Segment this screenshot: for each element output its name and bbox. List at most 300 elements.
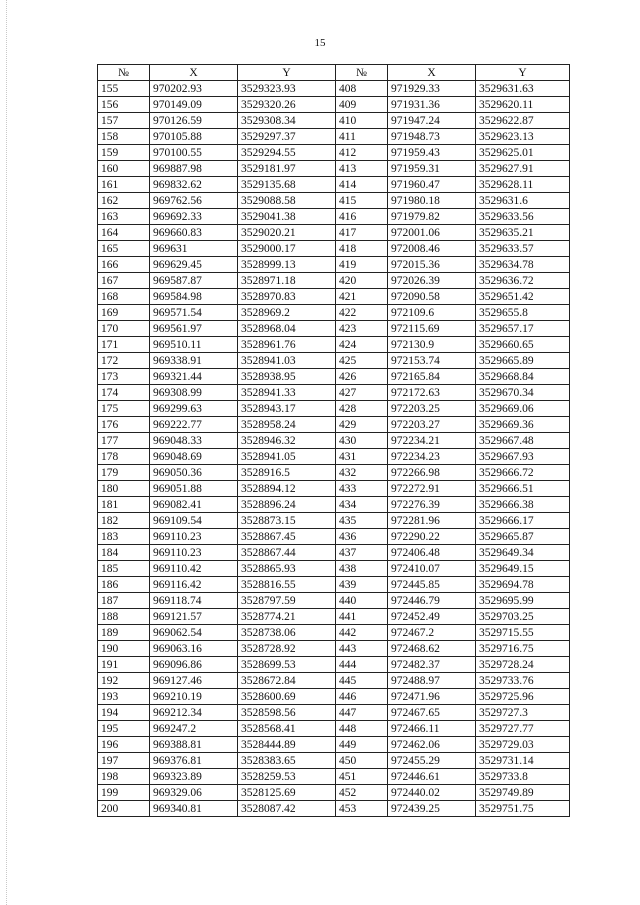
y-coordinate-left: 3528894.12 xyxy=(238,481,336,497)
point-number-right: 410 xyxy=(336,113,388,129)
table-row xyxy=(98,321,570,337)
y-coordinate-left: 3529294.55 xyxy=(238,145,336,161)
point-number-left: 190 xyxy=(98,641,150,657)
x-coordinate-left: 969388.81 xyxy=(150,737,238,753)
point-number-right: 418 xyxy=(336,241,388,257)
x-coordinate-right: 972234.23 xyxy=(388,449,476,465)
x-coordinate-left: 969329.06 xyxy=(150,785,238,801)
x-coordinate-right: 972165.84 xyxy=(388,369,476,385)
x-coordinate-left: 969121.57 xyxy=(150,609,238,625)
y-coordinate-left: 3529308.34 xyxy=(238,113,336,129)
point-number-right: 420 xyxy=(336,273,388,289)
table-row xyxy=(98,657,570,673)
point-number-left: 168 xyxy=(98,289,150,305)
x-coordinate-left: 969299.63 xyxy=(150,401,238,417)
x-coordinate-left: 969660.83 xyxy=(150,225,238,241)
x-coordinate-right: 971979.82 xyxy=(388,209,476,225)
header-number-right: № xyxy=(336,65,388,81)
point-number-left: 172 xyxy=(98,353,150,369)
point-number-left: 179 xyxy=(98,465,150,481)
x-coordinate-left: 969247.2 xyxy=(150,721,238,737)
y-coordinate-left: 3529181.97 xyxy=(238,161,336,177)
y-coordinate-right: 3529666.38 xyxy=(476,497,570,513)
y-coordinate-left: 3528958.24 xyxy=(238,417,336,433)
x-coordinate-left: 969210.19 xyxy=(150,689,238,705)
table-row xyxy=(98,529,570,545)
y-coordinate-right: 3529695.99 xyxy=(476,593,570,609)
y-coordinate-left: 3528946.32 xyxy=(238,433,336,449)
x-coordinate-left: 969631 xyxy=(150,241,238,257)
point-number-right: 424 xyxy=(336,337,388,353)
x-coordinate-left: 969308.99 xyxy=(150,385,238,401)
y-coordinate-right: 3529631.63 xyxy=(476,81,570,97)
point-number-left: 174 xyxy=(98,385,150,401)
point-number-left: 164 xyxy=(98,225,150,241)
point-number-left: 176 xyxy=(98,417,150,433)
table-row xyxy=(98,609,570,625)
x-coordinate-right: 972467.2 xyxy=(388,625,476,641)
point-number-right: 422 xyxy=(336,305,388,321)
point-number-right: 452 xyxy=(336,785,388,801)
x-coordinate-left: 970202.93 xyxy=(150,81,238,97)
point-number-right: 446 xyxy=(336,689,388,705)
header-x-right: X xyxy=(388,65,476,81)
point-number-left: 171 xyxy=(98,337,150,353)
x-coordinate-right: 972001.06 xyxy=(388,225,476,241)
point-number-right: 439 xyxy=(336,577,388,593)
point-number-left: 169 xyxy=(98,305,150,321)
point-number-left: 196 xyxy=(98,737,150,753)
y-coordinate-left: 3528125.69 xyxy=(238,785,336,801)
point-number-left: 161 xyxy=(98,177,150,193)
point-number-left: 198 xyxy=(98,769,150,785)
table-row xyxy=(98,209,570,225)
table-row xyxy=(98,689,570,705)
point-number-right: 415 xyxy=(336,193,388,209)
point-number-left: 180 xyxy=(98,481,150,497)
point-number-right: 441 xyxy=(336,609,388,625)
x-coordinate-right: 972172.63 xyxy=(388,385,476,401)
y-coordinate-right: 3529716.75 xyxy=(476,641,570,657)
table-row xyxy=(98,161,570,177)
x-coordinate-left: 969110.23 xyxy=(150,545,238,561)
y-coordinate-left: 3528938.95 xyxy=(238,369,336,385)
x-coordinate-left: 969109.54 xyxy=(150,513,238,529)
y-coordinate-left: 3528797.59 xyxy=(238,593,336,609)
x-coordinate-left: 969561.97 xyxy=(150,321,238,337)
y-coordinate-right: 3529669.36 xyxy=(476,417,570,433)
x-coordinate-left: 970149.09 xyxy=(150,97,238,113)
x-coordinate-left: 969051.88 xyxy=(150,481,238,497)
y-coordinate-right: 3529727.77 xyxy=(476,721,570,737)
y-coordinate-right: 3529729.03 xyxy=(476,737,570,753)
x-coordinate-left: 969376.81 xyxy=(150,753,238,769)
y-coordinate-left: 3528598.56 xyxy=(238,705,336,721)
y-coordinate-left: 3529323.93 xyxy=(238,81,336,97)
y-coordinate-right: 3529751.75 xyxy=(476,801,570,817)
point-number-right: 409 xyxy=(336,97,388,113)
point-number-right: 429 xyxy=(336,417,388,433)
y-coordinate-left: 3528961.76 xyxy=(238,337,336,353)
point-number-right: 416 xyxy=(336,209,388,225)
x-coordinate-right: 972090.58 xyxy=(388,289,476,305)
header-number-left: № xyxy=(98,65,150,81)
point-number-right: 438 xyxy=(336,561,388,577)
table-row xyxy=(98,801,570,817)
y-coordinate-left: 3528968.04 xyxy=(238,321,336,337)
x-coordinate-right: 972467.65 xyxy=(388,705,476,721)
y-coordinate-right: 3529731.14 xyxy=(476,753,570,769)
point-number-right: 447 xyxy=(336,705,388,721)
x-coordinate-right: 972466.11 xyxy=(388,721,476,737)
x-coordinate-right: 972452.49 xyxy=(388,609,476,625)
point-number-right: 444 xyxy=(336,657,388,673)
x-coordinate-right: 972471.96 xyxy=(388,689,476,705)
point-number-right: 435 xyxy=(336,513,388,529)
point-number-right: 432 xyxy=(336,465,388,481)
x-coordinate-right: 972153.74 xyxy=(388,353,476,369)
point-number-right: 411 xyxy=(336,129,388,145)
table-body xyxy=(98,81,570,817)
y-coordinate-left: 3528672.84 xyxy=(238,673,336,689)
y-coordinate-right: 3529703.25 xyxy=(476,609,570,625)
point-number-right: 425 xyxy=(336,353,388,369)
table-row xyxy=(98,545,570,561)
point-number-right: 443 xyxy=(336,641,388,657)
y-coordinate-right: 3529620.11 xyxy=(476,97,570,113)
point-number-left: 192 xyxy=(98,673,150,689)
point-number-right: 408 xyxy=(336,81,388,97)
point-number-right: 431 xyxy=(336,449,388,465)
y-coordinate-right: 3529733.76 xyxy=(476,673,570,689)
x-coordinate-left: 970126.59 xyxy=(150,113,238,129)
x-coordinate-right: 972234.21 xyxy=(388,433,476,449)
point-number-right: 428 xyxy=(336,401,388,417)
x-coordinate-left: 969110.42 xyxy=(150,561,238,577)
y-coordinate-left: 3528867.45 xyxy=(238,529,336,545)
header-y-left: Y xyxy=(238,65,336,81)
x-coordinate-right: 972203.25 xyxy=(388,401,476,417)
x-coordinate-left: 970105.88 xyxy=(150,129,238,145)
table-row xyxy=(98,177,570,193)
y-coordinate-left: 3528774.21 xyxy=(238,609,336,625)
header-y-right: Y xyxy=(476,65,570,81)
x-coordinate-right: 972455.29 xyxy=(388,753,476,769)
y-coordinate-right: 3529727.3 xyxy=(476,705,570,721)
table-row xyxy=(98,417,570,433)
point-number-right: 417 xyxy=(336,225,388,241)
point-number-left: 184 xyxy=(98,545,150,561)
point-number-right: 437 xyxy=(336,545,388,561)
point-number-left: 175 xyxy=(98,401,150,417)
x-coordinate-right: 972015.36 xyxy=(388,257,476,273)
table-row xyxy=(98,561,570,577)
y-coordinate-right: 3529622.87 xyxy=(476,113,570,129)
page-number: 15 xyxy=(314,37,326,49)
y-coordinate-right: 3529694.78 xyxy=(476,577,570,593)
x-coordinate-left: 969323.89 xyxy=(150,769,238,785)
x-coordinate-left: 969048.33 xyxy=(150,433,238,449)
point-number-left: 166 xyxy=(98,257,150,273)
table-row xyxy=(98,641,570,657)
y-coordinate-left: 3529041.38 xyxy=(238,209,336,225)
point-number-left: 194 xyxy=(98,705,150,721)
point-number-right: 434 xyxy=(336,497,388,513)
x-coordinate-left: 969048.69 xyxy=(150,449,238,465)
y-coordinate-left: 3528699.53 xyxy=(238,657,336,673)
x-coordinate-right: 972445.85 xyxy=(388,577,476,593)
x-coordinate-left: 969062.54 xyxy=(150,625,238,641)
point-number-right: 451 xyxy=(336,769,388,785)
point-number-left: 160 xyxy=(98,161,150,177)
x-coordinate-left: 969692.33 xyxy=(150,209,238,225)
y-coordinate-left: 3528971.18 xyxy=(238,273,336,289)
point-number-left: 165 xyxy=(98,241,150,257)
y-coordinate-left: 3529088.58 xyxy=(238,193,336,209)
y-coordinate-right: 3529628.11 xyxy=(476,177,570,193)
point-number-left: 183 xyxy=(98,529,150,545)
point-number-left: 178 xyxy=(98,449,150,465)
y-coordinate-right: 3529633.57 xyxy=(476,241,570,257)
y-coordinate-right: 3529666.17 xyxy=(476,513,570,529)
x-coordinate-right: 972276.39 xyxy=(388,497,476,513)
table-row xyxy=(98,721,570,737)
y-coordinate-right: 3529660.65 xyxy=(476,337,570,353)
x-coordinate-right: 972272.91 xyxy=(388,481,476,497)
x-coordinate-right: 971980.18 xyxy=(388,193,476,209)
x-coordinate-left: 969116.42 xyxy=(150,577,238,593)
y-coordinate-left: 3528383.65 xyxy=(238,753,336,769)
y-coordinate-right: 3529668.84 xyxy=(476,369,570,385)
y-coordinate-right: 3529625.01 xyxy=(476,145,570,161)
point-number-right: 442 xyxy=(336,625,388,641)
y-coordinate-left: 3529000.17 xyxy=(238,241,336,257)
point-number-right: 453 xyxy=(336,801,388,817)
x-coordinate-right: 972203.27 xyxy=(388,417,476,433)
y-coordinate-left: 3529135.68 xyxy=(238,177,336,193)
table-row xyxy=(98,705,570,721)
point-number-left: 188 xyxy=(98,609,150,625)
y-coordinate-right: 3529649.34 xyxy=(476,545,570,561)
point-number-left: 185 xyxy=(98,561,150,577)
point-number-left: 158 xyxy=(98,129,150,145)
table-row xyxy=(98,577,570,593)
x-coordinate-left: 969082.41 xyxy=(150,497,238,513)
y-coordinate-right: 3529627.91 xyxy=(476,161,570,177)
point-number-left: 199 xyxy=(98,785,150,801)
point-number-right: 412 xyxy=(336,145,388,161)
y-coordinate-right: 3529715.55 xyxy=(476,625,570,641)
x-coordinate-left: 969222.77 xyxy=(150,417,238,433)
x-coordinate-left: 969510.11 xyxy=(150,337,238,353)
x-coordinate-left: 969629.45 xyxy=(150,257,238,273)
y-coordinate-right: 3529631.6 xyxy=(476,193,570,209)
table-row xyxy=(98,97,570,113)
y-coordinate-left: 3528941.03 xyxy=(238,353,336,369)
x-coordinate-right: 972488.97 xyxy=(388,673,476,689)
y-coordinate-right: 3529623.13 xyxy=(476,129,570,145)
point-number-left: 170 xyxy=(98,321,150,337)
point-number-right: 445 xyxy=(336,673,388,689)
x-coordinate-right: 971959.43 xyxy=(388,145,476,161)
table-row xyxy=(98,241,570,257)
table-row xyxy=(98,385,570,401)
table-row xyxy=(98,193,570,209)
x-coordinate-right: 972026.39 xyxy=(388,273,476,289)
x-coordinate-left: 969127.46 xyxy=(150,673,238,689)
x-coordinate-right: 971959.31 xyxy=(388,161,476,177)
x-coordinate-right: 972446.79 xyxy=(388,593,476,609)
table-row xyxy=(98,625,570,641)
x-coordinate-right: 972446.61 xyxy=(388,769,476,785)
point-number-left: 167 xyxy=(98,273,150,289)
x-coordinate-right: 971947.24 xyxy=(388,113,476,129)
table-row xyxy=(98,337,570,353)
y-coordinate-left: 3528816.55 xyxy=(238,577,336,593)
point-number-left: 181 xyxy=(98,497,150,513)
x-coordinate-left: 969887.98 xyxy=(150,161,238,177)
point-number-right: 430 xyxy=(336,433,388,449)
table-row xyxy=(98,497,570,513)
y-coordinate-left: 3528916.5 xyxy=(238,465,336,481)
point-number-right: 419 xyxy=(336,257,388,273)
point-number-right: 414 xyxy=(336,177,388,193)
y-coordinate-left: 3528865.93 xyxy=(238,561,336,577)
y-coordinate-right: 3529728.24 xyxy=(476,657,570,673)
table-row xyxy=(98,257,570,273)
y-coordinate-right: 3529634.78 xyxy=(476,257,570,273)
point-number-left: 159 xyxy=(98,145,150,161)
y-coordinate-right: 3529667.93 xyxy=(476,449,570,465)
point-number-right: 449 xyxy=(336,737,388,753)
x-coordinate-left: 969050.36 xyxy=(150,465,238,481)
x-coordinate-left: 969063.16 xyxy=(150,641,238,657)
x-coordinate-left: 969212.34 xyxy=(150,705,238,721)
x-coordinate-right: 971929.33 xyxy=(388,81,476,97)
x-coordinate-right: 972290.22 xyxy=(388,529,476,545)
table-row xyxy=(98,289,570,305)
y-coordinate-left: 3529297.37 xyxy=(238,129,336,145)
point-number-left: 187 xyxy=(98,593,150,609)
y-coordinate-left: 3528969.2 xyxy=(238,305,336,321)
y-coordinate-right: 3529667.48 xyxy=(476,433,570,449)
y-coordinate-left: 3528259.53 xyxy=(238,769,336,785)
x-coordinate-left: 969584.98 xyxy=(150,289,238,305)
y-coordinate-left: 3528941.33 xyxy=(238,385,336,401)
y-coordinate-left: 3528444.89 xyxy=(238,737,336,753)
point-number-right: 426 xyxy=(336,369,388,385)
x-coordinate-left: 969096.86 xyxy=(150,657,238,673)
x-coordinate-right: 972410.07 xyxy=(388,561,476,577)
y-coordinate-right: 3529666.51 xyxy=(476,481,570,497)
table-row xyxy=(98,129,570,145)
x-coordinate-right: 972008.46 xyxy=(388,241,476,257)
point-number-right: 448 xyxy=(336,721,388,737)
x-coordinate-left: 969110.23 xyxy=(150,529,238,545)
x-coordinate-right: 972115.69 xyxy=(388,321,476,337)
y-coordinate-right: 3529669.06 xyxy=(476,401,570,417)
x-coordinate-right: 971960.47 xyxy=(388,177,476,193)
y-coordinate-left: 3529320.26 xyxy=(238,97,336,113)
point-number-right: 433 xyxy=(336,481,388,497)
y-coordinate-right: 3529725.96 xyxy=(476,689,570,705)
y-coordinate-right: 3529665.89 xyxy=(476,353,570,369)
page-margin-line xyxy=(6,0,8,905)
y-coordinate-right: 3529655.8 xyxy=(476,305,570,321)
point-number-left: 200 xyxy=(98,801,150,817)
table-row xyxy=(98,353,570,369)
point-number-left: 163 xyxy=(98,209,150,225)
point-number-left: 156 xyxy=(98,97,150,113)
y-coordinate-left: 3528896.24 xyxy=(238,497,336,513)
table-row xyxy=(98,273,570,289)
y-coordinate-left: 3528943.17 xyxy=(238,401,336,417)
y-coordinate-right: 3529665.87 xyxy=(476,529,570,545)
y-coordinate-left: 3528970.83 xyxy=(238,289,336,305)
table-row xyxy=(98,225,570,241)
table-row xyxy=(98,673,570,689)
x-coordinate-right: 972130.9 xyxy=(388,337,476,353)
y-coordinate-left: 3528738.06 xyxy=(238,625,336,641)
y-coordinate-left: 3528087.42 xyxy=(238,801,336,817)
y-coordinate-left: 3528728.92 xyxy=(238,641,336,657)
point-number-left: 193 xyxy=(98,689,150,705)
table-row xyxy=(98,513,570,529)
point-number-left: 155 xyxy=(98,81,150,97)
x-coordinate-left: 969571.54 xyxy=(150,305,238,321)
point-number-right: 421 xyxy=(336,289,388,305)
y-coordinate-left: 3528600.69 xyxy=(238,689,336,705)
table-row xyxy=(98,81,570,97)
y-coordinate-right: 3529636.72 xyxy=(476,273,570,289)
y-coordinate-right: 3529733.8 xyxy=(476,769,570,785)
y-coordinate-right: 3529657.17 xyxy=(476,321,570,337)
y-coordinate-right: 3529633.56 xyxy=(476,209,570,225)
x-coordinate-left: 969321.44 xyxy=(150,369,238,385)
table-row xyxy=(98,113,570,129)
point-number-right: 413 xyxy=(336,161,388,177)
y-coordinate-left: 3528941.05 xyxy=(238,449,336,465)
x-coordinate-right: 972482.37 xyxy=(388,657,476,673)
table-row xyxy=(98,737,570,753)
y-coordinate-right: 3529651.42 xyxy=(476,289,570,305)
x-coordinate-right: 972439.25 xyxy=(388,801,476,817)
point-number-right: 427 xyxy=(336,385,388,401)
x-coordinate-left: 969832.62 xyxy=(150,177,238,193)
y-coordinate-right: 3529635.21 xyxy=(476,225,570,241)
table-row xyxy=(98,481,570,497)
point-number-right: 450 xyxy=(336,753,388,769)
point-number-left: 189 xyxy=(98,625,150,641)
point-number-right: 436 xyxy=(336,529,388,545)
x-coordinate-left: 969118.74 xyxy=(150,593,238,609)
table-row xyxy=(98,465,570,481)
x-coordinate-right: 972266.98 xyxy=(388,465,476,481)
point-number-left: 162 xyxy=(98,193,150,209)
header-x-left: X xyxy=(150,65,238,81)
y-coordinate-right: 3529666.72 xyxy=(476,465,570,481)
table-row xyxy=(98,145,570,161)
x-coordinate-right: 972468.62 xyxy=(388,641,476,657)
table-row xyxy=(98,449,570,465)
x-coordinate-right: 972281.96 xyxy=(388,513,476,529)
x-coordinate-left: 969762.56 xyxy=(150,193,238,209)
y-coordinate-left: 3528873.15 xyxy=(238,513,336,529)
point-number-left: 197 xyxy=(98,753,150,769)
x-coordinate-right: 971948.73 xyxy=(388,129,476,145)
point-number-left: 191 xyxy=(98,657,150,673)
point-number-left: 177 xyxy=(98,433,150,449)
